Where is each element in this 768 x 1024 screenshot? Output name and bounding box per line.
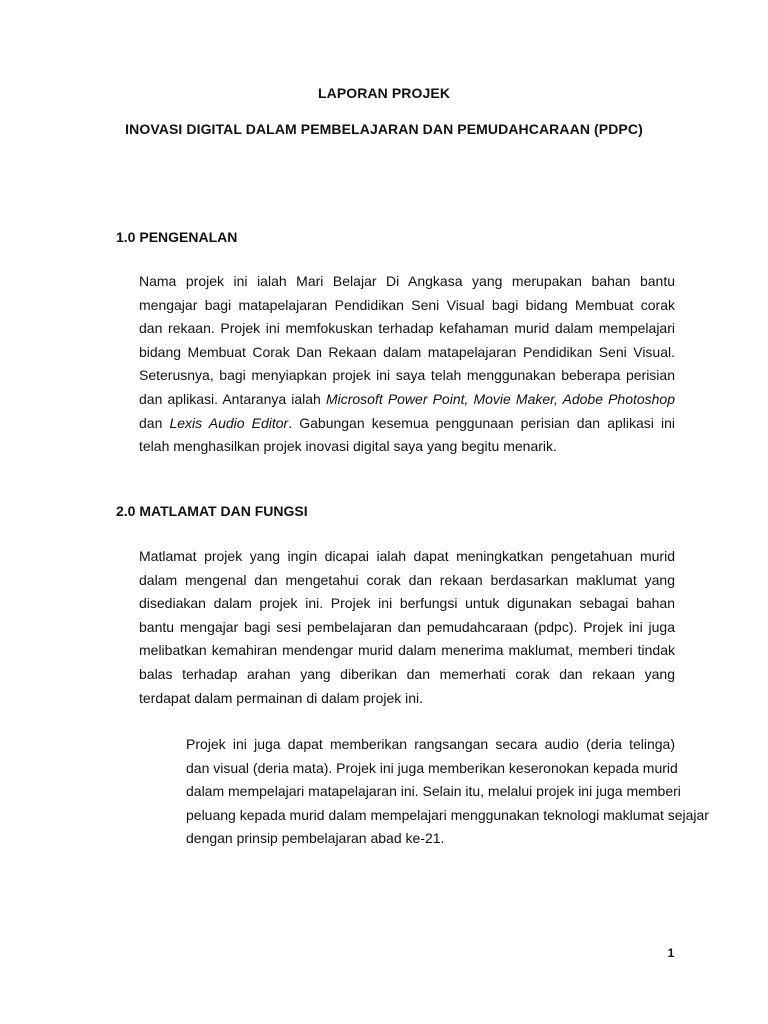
text-run: dan aplikasi. Antaranya ialah xyxy=(139,390,326,407)
text-line xyxy=(139,412,675,436)
text-run: disediakan dalam projek ini. Projek ini berfungsi untuk digunakan sebagai bahan xyxy=(139,595,675,612)
text-run: Matlamat projek yang ingin dicapai ialah dapat meningkatkan pengetahuan murid xyxy=(139,548,675,564)
text-line xyxy=(139,804,709,828)
report-title: LAPORAN PROJEK xyxy=(317,85,451,101)
italic-text: Microsoft Power Point, Movie Maker, Adobe Photoshop xyxy=(325,390,676,407)
report-subtitle: INOVASI DIGITAL DALAM PEMBELAJARAN DAN PEMUDAHCARAAN (PDPC) xyxy=(125,121,643,137)
text-run: bidang Membuat Corak Dan Rekaan dalam matapelajaran Pendidikan Seni Visual. xyxy=(139,343,675,360)
text-line xyxy=(139,663,675,687)
section-heading-matlamat: 2.0 MATLAMAT DAN FUNGSI xyxy=(116,503,308,519)
text-line xyxy=(139,388,675,412)
text-line xyxy=(139,270,675,294)
text-run: melibatkan kemahiran mendengar murid dalam menerima maklumat, memberi tindak xyxy=(139,642,675,659)
text-run: dan visual (deria mata). Projek ini juga memberikan keseronokan kepada murid xyxy=(186,759,678,776)
text-line xyxy=(139,780,681,804)
text-run: terdapat dalam permainan di dalam projek ini. xyxy=(139,689,424,706)
text-line xyxy=(139,435,675,459)
text-run: balas terhadap arahan yang diberikan dan memerhati corak dan rekaan yang xyxy=(139,665,675,682)
text-run: telah menghasilkan projek inovasi digital saya yang begitu menarik. xyxy=(139,438,557,455)
text-line xyxy=(139,294,675,318)
text-line xyxy=(139,569,675,593)
text-line xyxy=(139,639,675,663)
text-run: peluang kepada murid dalam mempelajari menggunakan teknologi maklumat sejajar xyxy=(186,806,709,823)
text-run: dalam mempelajari matapelajaran ini. Selain itu, melalui projek ini juga memberi xyxy=(186,783,681,800)
italic-text: Lexis Audio Editor xyxy=(169,414,289,431)
text-line xyxy=(139,592,675,616)
text-run: bantu mengajar bagi sesi pembelajaran dan pemudahcaraan (pdpc). Projek ini juga xyxy=(139,618,675,635)
text-line xyxy=(139,364,675,388)
paragraph-audio-visual xyxy=(139,733,709,851)
text-run: dengan prinsip pembelajaran abad ke-21. xyxy=(186,830,445,847)
text-run: dalam mengenal dan mengetahui corak dan rekaan berdasarkan maklumat yang xyxy=(139,571,675,588)
text-run: Seterusnya, bagi menyiapkan projek ini saya telah menggunakan beberapa perisian xyxy=(139,367,675,384)
page-number: 1 xyxy=(667,946,675,960)
text-line xyxy=(139,341,675,365)
text-run: Nama projek ini ialah Mari Belajar Di Angkasa yang merupakan bahan bantu xyxy=(139,273,675,289)
text-line xyxy=(139,545,675,569)
text-line xyxy=(139,687,675,711)
paragraph-pengenalan xyxy=(139,270,675,459)
text-run: Projek ini juga dapat memberikan rangsangan secara audio (deria telinga) xyxy=(186,736,675,752)
text-run: dan rekaan. Projek ini memfokuskan terhadap kefahaman murid dalam mempelajari xyxy=(139,320,675,337)
text-line xyxy=(139,317,675,341)
section-heading-pengenalan: 1.0 PENGENALAN xyxy=(116,229,238,245)
text-run: dan xyxy=(139,414,170,431)
text-line xyxy=(139,733,675,757)
text-run: mengajar bagi matapelajaran Pendidikan Seni Visual bagi bidang Membuat corak xyxy=(139,296,675,313)
text-run: . Gabungan kesemua penggunaan perisian dan aplikasi ini xyxy=(288,414,676,431)
text-line xyxy=(139,757,678,781)
text-line xyxy=(139,827,675,851)
paragraph-matlamat xyxy=(139,545,675,710)
text-line xyxy=(139,616,675,640)
